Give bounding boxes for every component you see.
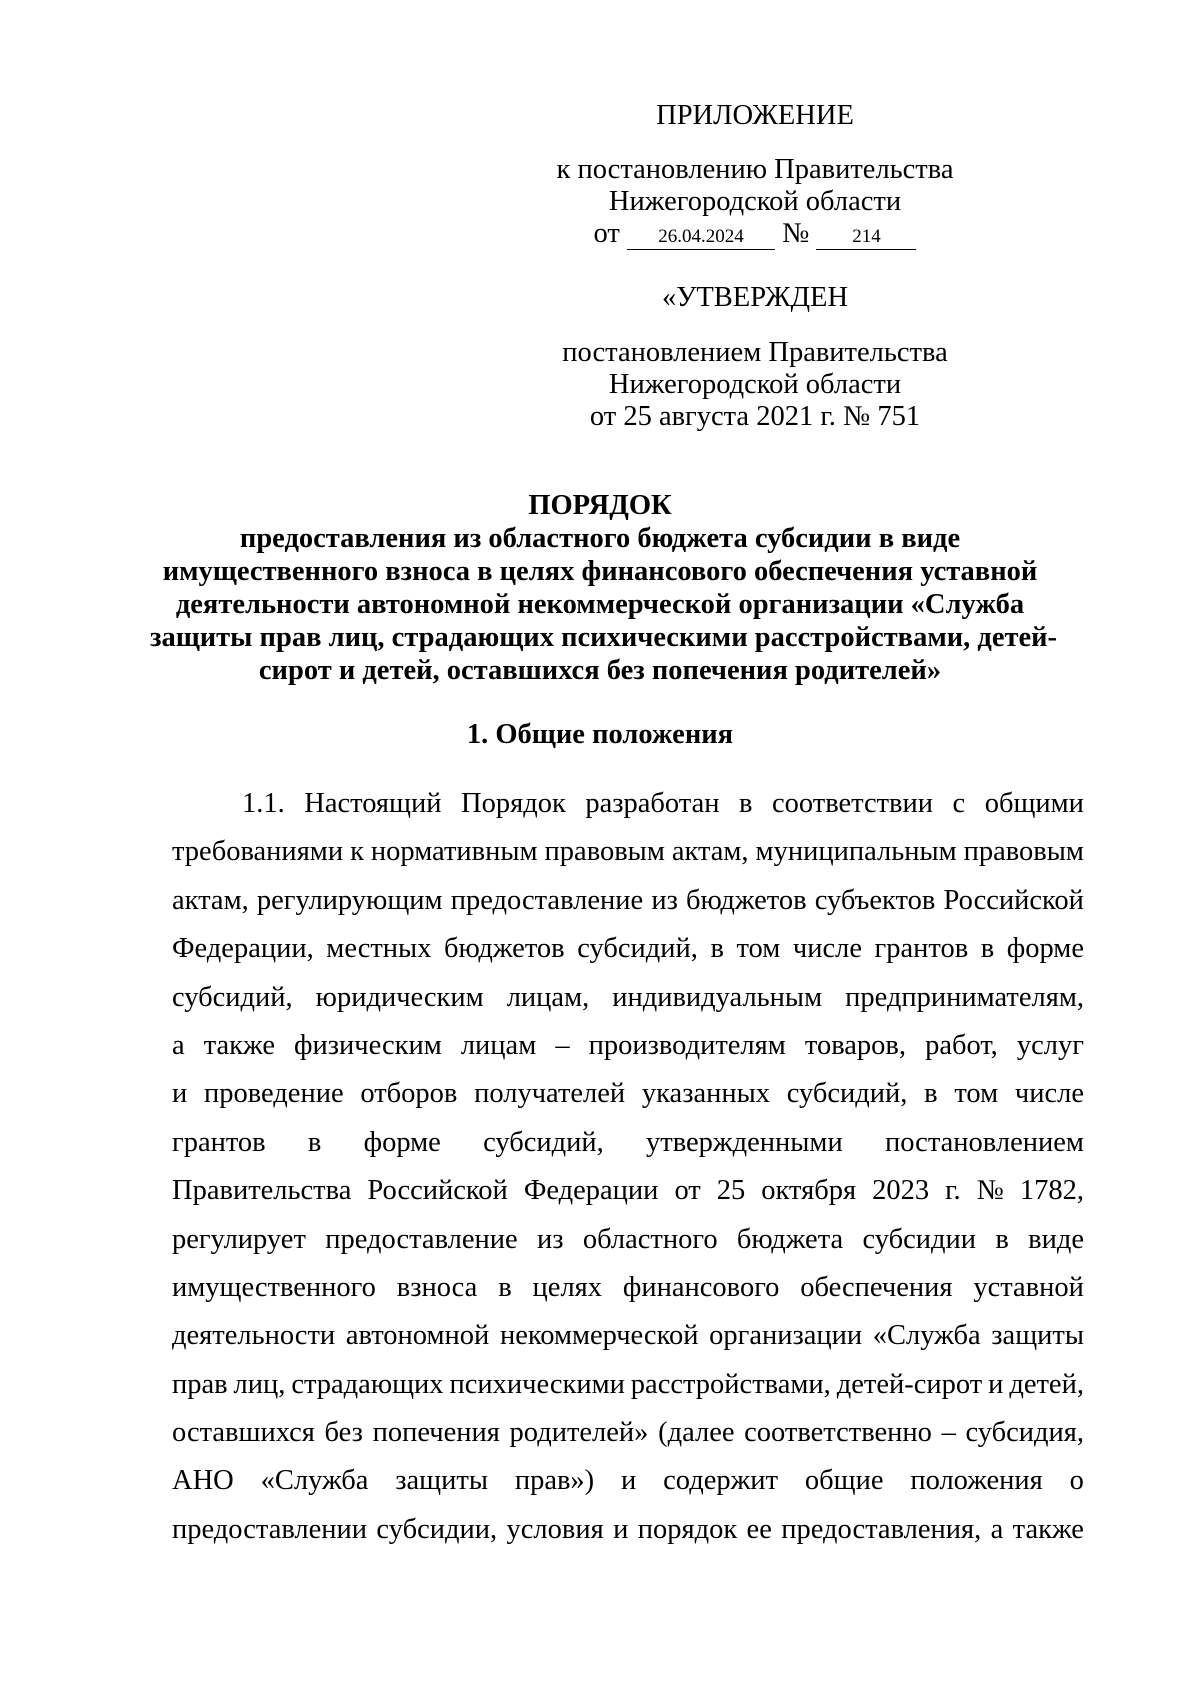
paragraph-word: Российской [943,884,1084,916]
paragraph-word: АНО [172,1465,234,1497]
paragraph-line [172,828,1084,876]
approved-line-1: постановлением Правительства [562,337,948,368]
paragraph-word: прав») [514,1465,595,1497]
annex-number-sign: № [782,218,810,249]
paragraph-line-words [172,1216,1084,1264]
document-title-line: защиты прав лиц, страдающих психическими расстройствами, детей- [150,622,1058,653]
paragraph-word: форме [363,1126,441,1158]
paragraph-word: детей-сирот [836,1368,983,1400]
paragraph-word: организации [709,1320,863,1352]
paragraph-line [172,1361,1084,1409]
paragraph-word: расстройствами, [630,1368,831,1400]
paragraph-line-words [172,1457,1084,1505]
paragraph-line-words [172,1119,1084,1167]
paragraph-word: субсидии [862,1223,977,1255]
paragraph-word: лицам, [506,981,590,1013]
paragraph-line [172,1312,1084,1360]
paragraph-line-words [242,780,1084,828]
paragraph-word: нормативным [370,836,538,868]
paragraph-word: из [651,884,678,916]
paragraph-word: числе [792,933,862,965]
paragraph-word: 2023 [872,1175,930,1207]
paragraph-word: – [555,1029,570,1061]
paragraph-word: детей, [1009,1368,1084,1400]
paragraph-line [172,925,1084,973]
document-title [150,489,1058,687]
paragraph-word: 1782, [1019,1175,1084,1207]
annex-reference-line-1: к постановлению Правительства [556,154,954,185]
paragraph-word: попечения [372,1417,500,1449]
paragraph-line-words [172,877,1084,925]
paragraph-word: юридическим [315,981,484,1013]
paragraph-word: некоммерческой [499,1320,699,1352]
paragraph-word: том [736,933,781,965]
paragraph-word: субсидий, [577,933,698,965]
paragraph-line [172,1264,1084,1312]
paragraph-line [172,974,1084,1022]
paragraph-word: услуг [1016,1029,1084,1061]
paragraph-word: форме [1006,933,1084,965]
paragraph-line [172,1022,1084,1070]
annex-date-prefix: от [593,218,620,249]
paragraph-word: положения [910,1465,1043,1497]
paragraph-word: грантов [172,1126,266,1158]
paragraph-word: правовым [544,836,665,868]
paragraph-word: взноса [396,1271,478,1303]
paragraph-line-words [172,1022,1084,1070]
paragraph-word: предпринимателям, [845,981,1084,1013]
annex-date-line [500,218,1010,250]
paragraph-word: оставшихся [172,1417,315,1449]
paragraph-word: уставной [973,1271,1084,1303]
paragraph-word: соответствии [771,788,934,819]
paragraph-line [172,1409,1084,1457]
paragraph-line-words [172,1167,1084,1215]
paragraph-word: постановлением [884,1126,1084,1158]
paragraph-word: бюджетов [444,933,565,965]
paragraph-word: а [990,1513,1004,1545]
paragraph-word: а [172,1029,185,1061]
paragraph-word: проведение [203,1078,344,1110]
paragraph-word: 25 [716,1175,746,1207]
paragraph-word: Федерации, [172,933,314,965]
paragraph-line-words [172,925,1084,973]
paragraph-word: товаров, [804,1029,907,1061]
paragraph-word: в [980,933,995,965]
paragraph-line-words [172,1070,1084,1118]
paragraph-line-words [172,1409,1084,1457]
paragraph-word: защиты [991,1320,1084,1352]
paragraph-word: актам, [172,884,249,916]
paragraph-word: производителям [588,1029,786,1061]
paragraph-word: г. [945,1175,961,1207]
paragraph-word: в [710,933,724,965]
paragraph-word: субсидий, [172,981,293,1013]
paragraph-word: Настоящий [304,788,442,819]
paragraph-word: муниципальным [755,836,957,868]
paragraph-word: в [498,1271,512,1303]
annex-title: ПРИЛОЖЕНИЕ [656,100,854,131]
paragraph-word: – [941,1417,956,1449]
paragraph-line [172,1457,1084,1505]
paragraph-line [172,1119,1084,1167]
paragraph-word: и [988,1368,1004,1400]
paragraph-word: предоставлении [172,1513,368,1545]
paragraph-word: разработан [585,788,720,819]
paragraph-word: содержит [663,1465,779,1497]
approved-line-3: от 25 августа 2021 г. № 751 [589,401,921,432]
paragraph-word: и [621,1465,637,1497]
paragraph-word: числе [1014,1078,1084,1110]
paragraph-word: субсидии, [376,1513,498,1545]
paragraph-word: октября [761,1175,857,1207]
paragraph-word: № [976,1175,1004,1207]
paragraph-line [172,1167,1084,1215]
paragraph-word: страдающих [291,1368,444,1400]
document-title-main: ПОРЯДОК [528,490,672,521]
paragraph-word: субсидия, [965,1417,1084,1449]
annex-reference-block [500,154,1010,250]
paragraph-word: в [995,1223,1009,1255]
paragraph-word: в [738,788,753,819]
approved-reference-block [500,337,1010,433]
paragraph-word: регулирует [172,1223,306,1255]
paragraph-word: соответственно [744,1417,932,1449]
paragraph-line [172,1070,1084,1118]
paragraph-word: предоставление [325,1223,518,1255]
paragraph-line [172,1506,1084,1554]
annex-number-value: 214 [816,225,916,250]
paragraph-word: лиц, [233,1368,286,1400]
paragraph-word: регулирующим [256,884,443,916]
paragraph-word: обеспечения [800,1271,953,1303]
paragraph-line [172,1216,1084,1264]
paragraph-word: также [203,1029,275,1061]
document-title-line: деятельности автономной некоммерческой организации «Служба [175,589,1025,620]
paragraph-word: требованиями [172,836,344,868]
paragraph-word: к [350,836,364,868]
paragraph-word: ее [746,1513,772,1545]
annex-date-value: 26.04.2024 [627,225,775,250]
annex-reference-line-2: Нижегородской области [608,186,902,217]
paragraph-line-words [172,828,1084,876]
paragraph-word: бюджета [736,1223,844,1255]
section-paragraph [172,780,1084,1554]
paragraph-word: предоставление [450,884,644,916]
paragraph-word: субсидий, [483,1126,604,1158]
paragraph-word: в [307,1126,322,1158]
paragraph-word: указанных [641,1078,771,1110]
paragraph-line-words [172,1264,1084,1312]
paragraph-word: Порядок [461,788,566,819]
paragraph-word: без [324,1417,363,1449]
paragraph-word: бюджетов [685,884,807,916]
paragraph-word: и [172,1078,188,1110]
paragraph-word: имущественного [172,1271,376,1303]
paragraph-line [172,877,1084,925]
paragraph-word: местных [326,933,432,965]
paragraph-word: «Служба [260,1465,369,1497]
paragraph-word: из [537,1223,564,1255]
paragraph-word: условия [506,1513,604,1545]
paragraph-word: предоставления, [781,1513,982,1545]
paragraph-word: лицам [460,1029,537,1061]
paragraph-word: также [1012,1513,1084,1545]
paragraph-word: Федерации [523,1175,659,1207]
paragraph-line-words [172,1312,1084,1360]
paragraph-line-words [172,1361,1084,1409]
paragraph-word: «Служба [872,1320,981,1352]
paragraph-word: родителей» [509,1417,649,1449]
document-title-line: сирот и детей, оставшихся без попечения родителей» [258,655,942,686]
paragraph-word: актам, [671,836,749,868]
paragraph-word: физическим [294,1029,442,1061]
paragraph-word: субсидий, [786,1078,908,1110]
paragraph-word: Российской [367,1175,508,1207]
paragraph-word: получателей [474,1078,626,1110]
paragraph-word: работ, [925,1029,998,1061]
paragraph-word: виде [1028,1223,1084,1255]
paragraph-word: целях [532,1271,603,1303]
paragraph-word: утвержденными [646,1126,843,1158]
paragraph-word: общие [804,1465,884,1497]
paragraph-word: 1.1. [242,788,285,819]
paragraph-word: областного [582,1223,718,1255]
paragraph-line [172,780,1084,828]
paragraph-word: (далее [658,1417,735,1449]
paragraph-word: грантов [874,933,969,965]
paragraph-word: правовым [963,836,1084,868]
approved-title: «УТВЕРЖДЕН [661,282,849,313]
paragraph-word: и [613,1513,629,1545]
annex-title-block [500,100,1010,132]
paragraph-word: психическими [449,1368,625,1400]
paragraph-word: деятельности [172,1320,336,1352]
paragraph-word: том [954,1078,999,1110]
document-title-line: предоставления из областного бюджета субсидии в виде [239,523,961,554]
paragraph-word: прав [172,1368,228,1400]
paragraph-word: индивидуальным [612,981,823,1013]
document-title-line: имущественного взноса в целях финансового обеспечения уставной [162,556,1038,587]
paragraph-word: автономной [345,1320,490,1352]
approved-line-2: Нижегородской области [608,369,902,400]
paragraph-word: защиты [395,1465,488,1497]
paragraph-word: финансового [622,1271,780,1303]
paragraph-word: от [674,1175,701,1207]
paragraph-line-words [172,1506,1084,1554]
paragraph-line-words [172,974,1084,1022]
paragraph-word: в [924,1078,938,1110]
paragraph-word: порядок [637,1513,738,1545]
paragraph-word: о [1069,1465,1084,1497]
paragraph-word: с [952,788,966,819]
paragraph-word: субъектов [814,884,936,916]
section-heading: 1. Общие положения [466,719,734,750]
paragraph-word: общими [984,788,1084,819]
paragraph-word: Правительства [172,1175,352,1207]
paragraph-word: отборов [360,1078,458,1110]
approved-title-block [500,282,1010,314]
